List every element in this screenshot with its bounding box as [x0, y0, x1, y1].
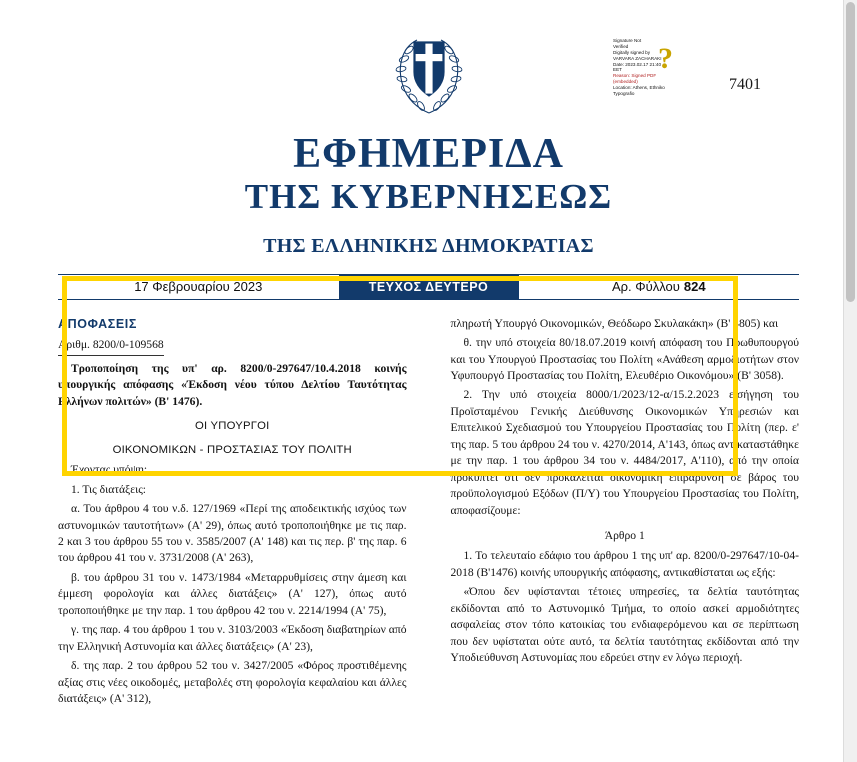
- left-column: [58, 316, 429, 736]
- article-1-text: 1. Το τελευταίο εδάφιο του άρθρου 1 της υπ' αρ. 8200/0-297647/10-04-2018 (Β'1476) κοινής υπουργικής απόφασης, αντικαθίσταται ως εξής:: [450, 549, 799, 579]
- sheet-number-label: Αρ. Φύλλου: [611, 279, 680, 295]
- signature-question-mark-icon: ?: [658, 42, 673, 75]
- issue-bar: [58, 274, 799, 300]
- paragraph-continuation: πληρωτή Υπουργό Οικονομικών, Θεόδωρο Σκυλακάκη» (Β' 4805) και: [450, 316, 779, 330]
- decision-title: Τροποποίηση της υπ' αρ. 8200/0-297647/10.4.2018 κοινής υπουργικής απόφασης «Έκδοση νέου τύπου Δελτίου Ταυτότητας Ελλήνων πολιτών» (Β' 1476).: [58, 361, 407, 408]
- signature-line-9: Location: Athens, Ethniko: [613, 85, 665, 90]
- signature-line-6: EET: [613, 67, 622, 73]
- paragraph-d: δ. της παρ. 2 του άρθρου 52 του ν. 3427/2005 «Φόρος προστιθέμενης αξίας στις νέες οικοδομές, μεταβολές στη φορολογία κεφαλαίου και άλλες διατάξεις» (Α' 312),: [58, 659, 407, 706]
- paragraph-a: α. Του άρθρου 4 του ν.δ. 127/1969 «Περί της αποδεικτικής ισχύος των αστυνομικών ταυτοτήτων» (Α' 29), όπως αυτό τροποποιήθηκε με τις παρ. 2 και 3 του άρθρου 55 του ν. 3585/2007 (Α' 148) και τις περ. β' της παρ. 6 του άρθρου 41 του ν. 3731/2008 (Α' 263),: [58, 502, 407, 565]
- digital-signature-stamp: [613, 38, 679, 96]
- intro-text: Έχοντας υπόψη:: [71, 463, 148, 477]
- emblem-icon: [387, 26, 471, 118]
- article-number: Άρθρο 1: [604, 529, 645, 543]
- issue-date: 17 Φεβρουαρίου 2023: [134, 279, 263, 295]
- decision-number: Αριθμ. 8200/0-109568: [58, 337, 164, 355]
- masthead: [0, 0, 857, 258]
- sheet-number-wrap: [519, 275, 800, 299]
- sheet-number-value: 824: [683, 279, 706, 295]
- scrollbar-thumb[interactable]: [846, 2, 855, 302]
- signature-line-1: Signature Not: [613, 38, 642, 43]
- paragraph-b: β. του άρθρου 31 του ν. 1473/1984 «Μεταρρυθμίσεις στην άμεση και έμμεση φορολογία και άλλες διατάξεις» (Α' 127), όπως αυτό τροποποιήθηκε με την παρ. 1 του άρθρου 42 του ν. 2214/1994 (Α' 75),: [58, 570, 407, 617]
- signature-line-7: Reason: Signed PDF: [613, 73, 657, 79]
- issue-type-badge: ΤΕΥΧΟΣ ΔΕΥΤΕΡΟ: [339, 275, 519, 299]
- article-1-quote: «Όπου δεν υφίστανται τέτοιες υπηρεσίες, τα δελτία ταυτότητας εκδίδονται από το Αστυνομικό Τμήμα, το οποίο ασκεί αρμοδιότητες ασφαλείας στον τόπο κατοικίας του ενδιαφερόμενου και σε περίπτωση που δεν υφίσταται ούτε αυτό, τα δελτία ταυτότητας εκδίδονται από την Υποδιεύθυνση Αστυνομίας που εδρεύει στην εν λόγω περιοχή.: [450, 585, 799, 665]
- signature-line-3: Digitally signed by: [613, 49, 651, 55]
- republic-subtitle: ΤΗΣ ΕΛΛΗΝΙΚΗΣ ΔΗΜΟΚΡΑΤΙΑΣ: [263, 234, 594, 257]
- page-number: 7401: [729, 76, 761, 93]
- ministries-heading: ΟΙΚΟΝΟΜΙΚΩΝ - ΠΡΟΣΤΑΣΙΑΣ ΤΟΥ ΠΟΛΙΤΗ: [112, 444, 352, 457]
- signature-line-5: Date: 2023.02.17 21:40: [613, 61, 662, 67]
- signature-line-2: Verified: [613, 43, 629, 49]
- signature-line-10: Typografio: [613, 90, 635, 96]
- item-1: 1. Τις διατάξεις:: [71, 482, 147, 496]
- paragraph-c: γ. της παρ. 4 του άρθρου 1 του ν. 3103/2003 «Έκδοση διαβατηρίων από την Ελληνική Αστυνομία και άλλες διατάξεις» (Α' 23),: [58, 623, 407, 653]
- ministers-heading: ΟΙ ΥΠΟΥΡΓΟΙ: [195, 420, 270, 433]
- vertical-scrollbar[interactable]: [843, 0, 857, 762]
- paragraph-theta: θ. την υπό στοιχεία 80/18.07.2019 κοινή απόφαση του Πρωθυπουργού και του Υπουργού Προστασίας του Πολίτη «Ανάθεση αρμοδιοτήτων στον Υφυπουργό Προστασίας του Πολίτη, Ελευθέριο Οικονόμου» (Β' 3058).: [450, 336, 799, 382]
- body-columns: [58, 316, 799, 736]
- paragraph-2: 2. Την υπό στοιχεία 8000/1/2023/12-α/15.2.2023 εισήγηση του Προϊσταμένου Γενικής Διεύθυνσης Οικονομικών Υπηρεσιών και Επιτελικού Σχεδιασμού του Υπουργείου Προστασίας του Πολίτη (περ. ε' της παρ. 5 του άρθρου 24 του ν. 4270/2014, Α'143, όπως αντικαταστάθηκε με την παρ. 1 του άρθρου 34 του ν. 4484/2017, Α'110), από την οποία προκύπτει ότι δεν προκαλείται οικονομική επιβάρυνση σε βάρος του προϋπολογισμού Εξόδων (Π/Υ) του Υπουργείου Προστασίας του Πολίτη, αποφασίζουμε:: [450, 388, 799, 517]
- signature-line-8: (embedded): [613, 79, 638, 85]
- section-heading-decisions: ΑΠΟΦΑΣΕΙΣ: [58, 316, 137, 331]
- signature-line-4: VARVARA ZACHARAKI: [613, 55, 662, 61]
- gazette-title-line2: ΤΗΣ ΚΥΒΕΡΝΗΣΕΩΣ: [244, 177, 613, 217]
- gazette-title-line1: ΕΦΗΜΕΡΙΔΑ: [293, 131, 564, 177]
- right-column: [429, 316, 800, 736]
- greek-coat-of-arms: [0, 26, 857, 118]
